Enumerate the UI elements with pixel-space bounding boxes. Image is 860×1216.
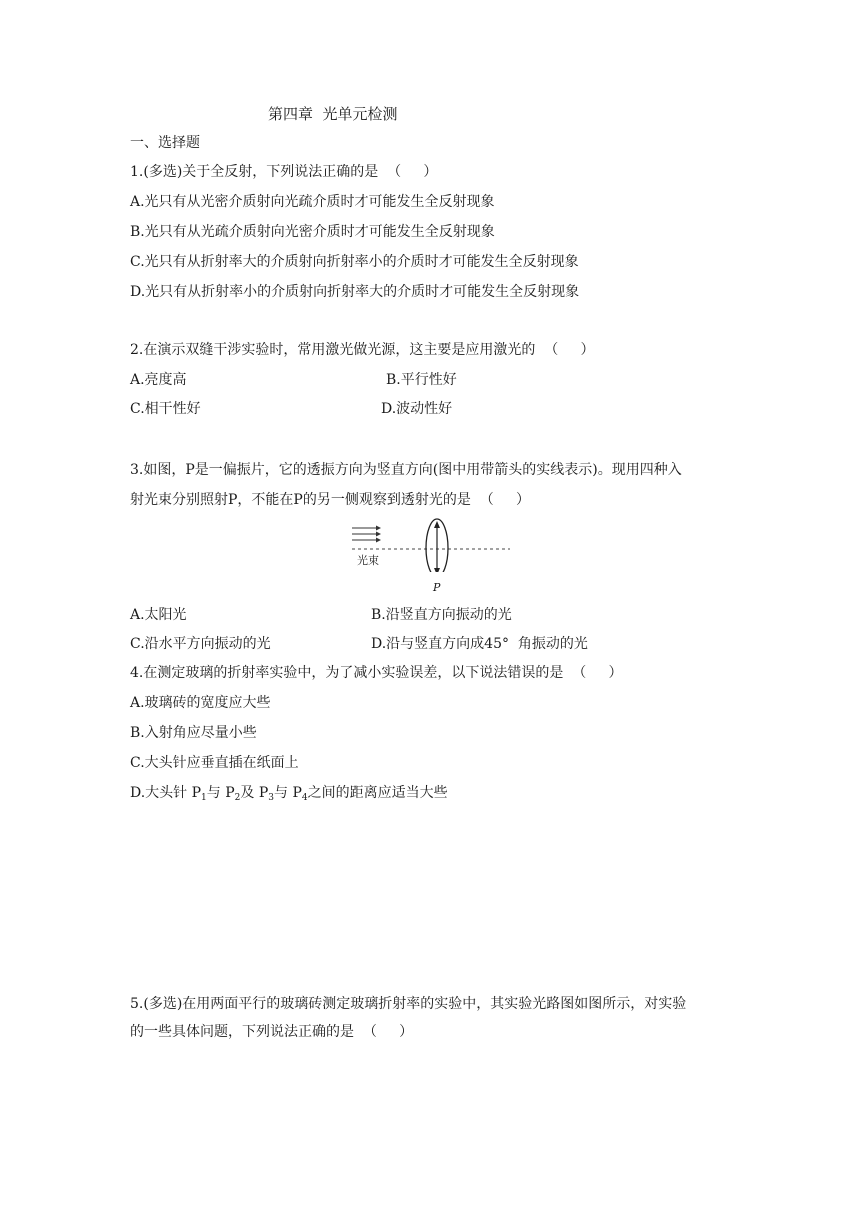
q3-stem-line2: 射光束分别照射P，不能在P的另一侧观察到透射光的是 （ ） [130, 492, 530, 508]
q4-d-text-1: 与 P [206, 785, 235, 801]
q4-option-c: C.大头针应垂直插在纸面上 [130, 755, 299, 771]
q3-option-b: B.沿竖直方向振动的光 [371, 607, 512, 623]
q4-d-sub-4: 4 [301, 793, 308, 803]
transmission-arrow-down [434, 568, 440, 572]
q3-option-d: D.沿与竖直方向成45° 角振动的光 [371, 636, 588, 652]
q4-option-b: B.入射角应尽量小些 [130, 725, 257, 741]
beam-arrowhead-3 [376, 538, 381, 543]
q2-stem: 2.在演示双缝干涉实验时，常用激光做光源，这主要是应用激光的 （ ） [130, 342, 595, 358]
beam-arrowhead-2 [376, 532, 381, 537]
q4-d-sub-1: 1 [201, 793, 207, 803]
q4-option-a: A.玻璃砖的宽度应大些 [130, 695, 271, 711]
beam-label: 光束 [357, 554, 379, 567]
q1-option-b: B.光只有从光疏介质射向光密介质时才可能发生全反射现象 [130, 224, 495, 240]
page-title: 第四章 光单元检测 [268, 105, 398, 123]
q3-option-c: C.沿水平方向振动的光 [130, 636, 271, 652]
q1-stem: 1.(多选)关于全反射，下列说法正确的是 （ ） [130, 164, 438, 180]
q2-option-b: B.平行性好 [386, 372, 457, 388]
q2-option-a: A.亮度高 [130, 372, 187, 388]
q5-stem-line1: 5.(多选)在用两面平行的玻璃砖测定玻璃折射率的实验中，其实验光路图如图所示，对实验 [130, 996, 687, 1012]
q1-option-a: A.光只有从光密介质射向光疏介质时才可能发生全反射现象 [130, 194, 495, 210]
q4-d-text-3: 与 P [274, 785, 302, 801]
q2-option-c: C.相干性好 [130, 401, 201, 417]
q1-option-c: C.光只有从折射率大的介质射向折射率小的介质时才可能发生全反射现象 [130, 254, 579, 270]
q3-option-a: A.太阳光 [130, 607, 187, 623]
polarizer-figure [340, 516, 520, 594]
q4-d-sub-3: 3 [268, 793, 274, 803]
transmission-arrow-up [434, 521, 440, 528]
q4-d-sub-2: 2 [234, 793, 241, 803]
q4-d-prefix: D.大头针 P [130, 785, 202, 801]
q4-d-suffix: 之间的距离应适当大些 [307, 785, 448, 801]
q4-stem: 4.在测定玻璃的折射率实验中，为了减小实验误差，以下说法错误的是 （ ） [130, 665, 623, 681]
beam-arrowhead-1 [376, 526, 381, 531]
q5-stem-line2: 的一些具体问题，下列说法正确的是 （ ） [130, 1024, 414, 1040]
section-heading: 一、选择题 [130, 135, 200, 151]
q1-option-d: D.光只有从折射率小的介质射向折射率大的介质时才可能发生全反射现象 [130, 284, 580, 300]
polarizer-label: P [433, 581, 441, 594]
q3-stem-line1: 3.如图，P是一偏振片，它的透振方向为竖直方向(图中用带箭头的实线表示)。现用四种入 [130, 462, 682, 478]
q4-option-d [130, 784, 448, 802]
q2-option-d: D.波动性好 [381, 401, 453, 417]
q4-d-text-2: 及 P [240, 785, 269, 801]
